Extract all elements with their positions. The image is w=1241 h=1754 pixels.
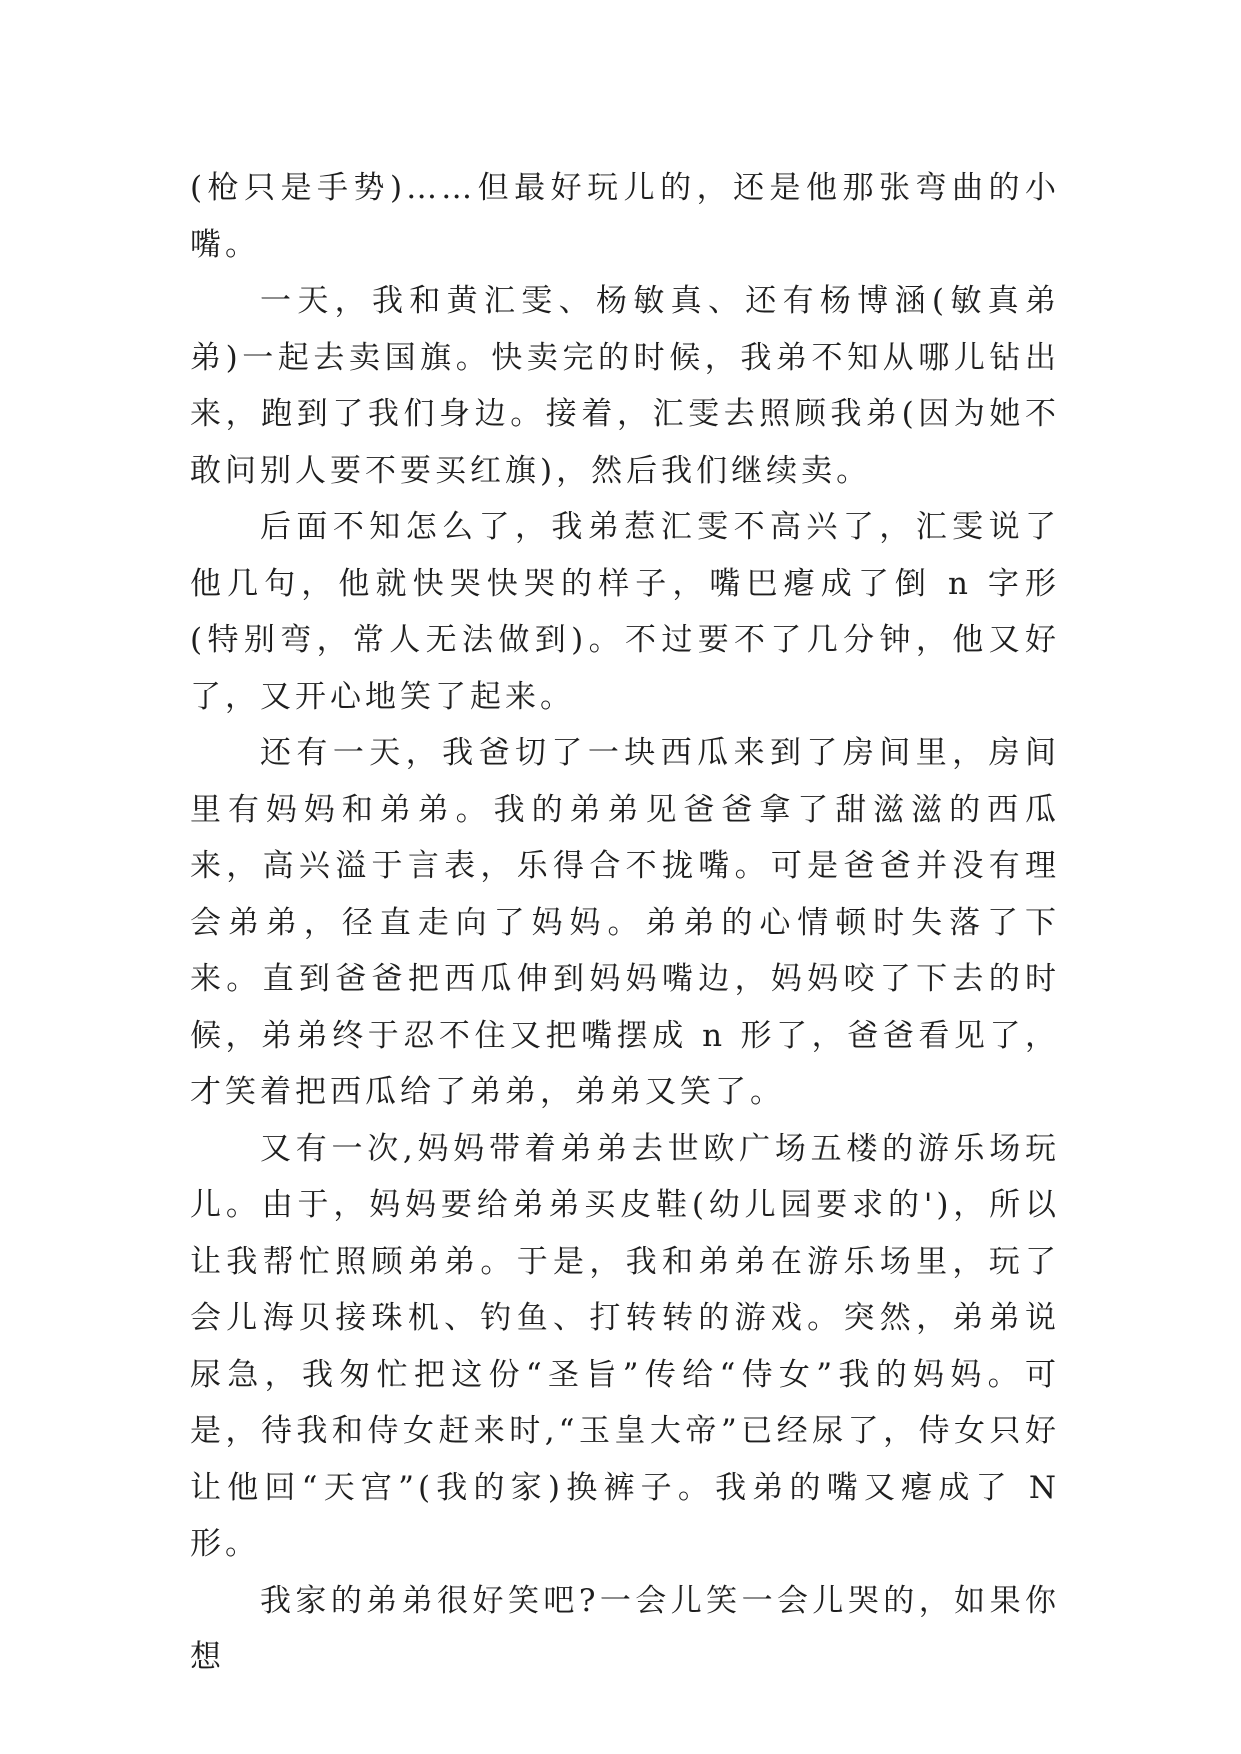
paragraph: 一天，我和黄汇雯、杨敏真、还有杨博涵(敏真弟弟)一起去卖国旗。快卖完的时候，我弟不知从哪儿钻出来，跑到了我们身边。接着，汇雯去照顾我弟(因为她不敢问别人要不要买红旗)，然后我们继续卖。	[190, 283, 1060, 489]
paragraph: 又有一次,妈妈带着弟弟去世欧广场五楼的游乐场玩儿。由于，妈妈要给弟弟买皮鞋(幼儿园要求的')，所以让我帮忙照顾弟弟。于是，我和弟弟在游乐场里，玩了会儿海贝接珠机、钓鱼、打转转的游戏。突然，弟弟说尿急，我匆忙把这份“圣旨”传给“侍女”我的妈妈。可是，待我和侍女赶来时,“玉皇大帝”已经尿了，侍女只好让他回“天宫”(我的家)换裤子。我弟的嘴又瘪成了 N 形。	[190, 1130, 1060, 1562]
document-body	[190, 160, 1060, 1686]
paragraph: 我家的弟弟很好笑吧?一会儿笑一会儿哭的，如果你想	[190, 1582, 1060, 1675]
paragraph: 还有一天，我爸切了一块西瓜来到了房间里，房间里有妈妈和弟弟。我的弟弟见爸爸拿了甜滋滋的西瓜来，高兴溢于言表，乐得合不拢嘴。可是爸爸并没有理会弟弟，径直走向了妈妈。弟弟的心情顿时失落了下来。直到爸爸把西瓜伸到妈妈嘴边，妈妈咬了下去的时候，弟弟终于忍不住又把嘴摆成 n 形了，爸爸看见了，才笑着把西瓜给了弟弟，弟弟又笑了。	[190, 735, 1060, 1110]
paragraph: 后面不知怎么了，我弟惹汇雯不高兴了，汇雯说了他几句，他就快哭快哭的样子，嘴巴瘪成了倒 n 字形(特别弯，常人无法做到)。不过要不了几分钟，他又好了，又开心地笑了起来。	[190, 509, 1060, 715]
paragraph: (枪只是手势)……但最好玩儿的，还是他那张弯曲的小嘴。	[190, 170, 1060, 263]
